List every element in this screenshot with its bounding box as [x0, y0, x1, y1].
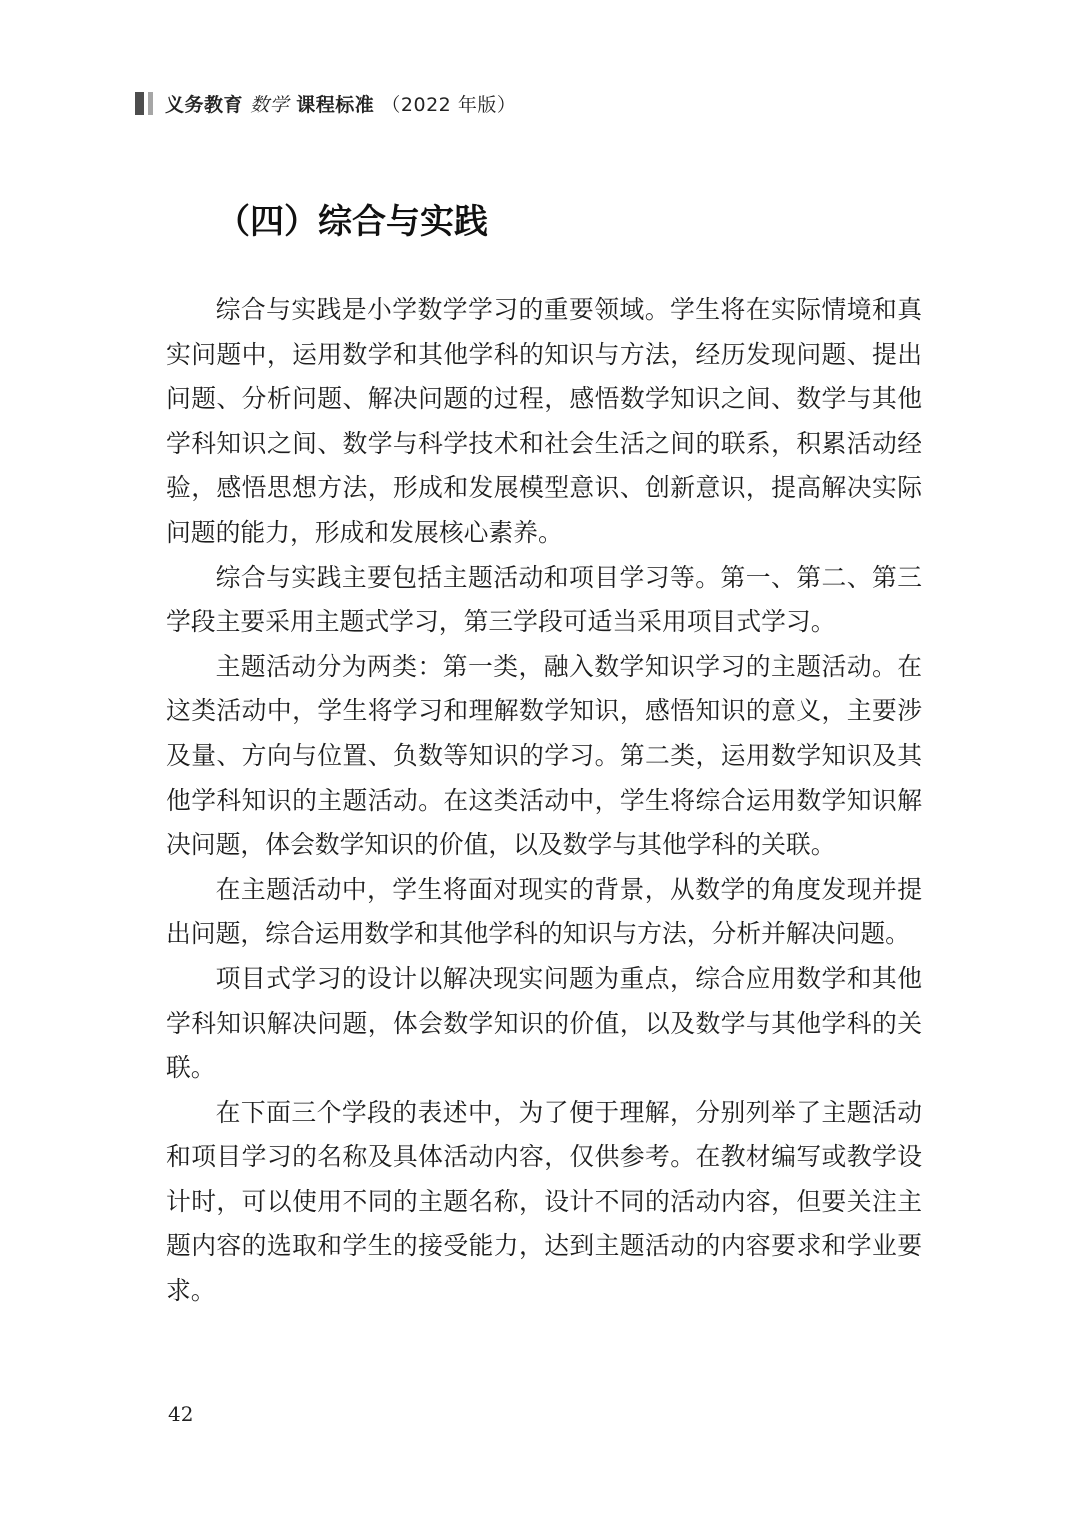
- paragraph: 主题活动分为两类：第一类，融入数学知识学习的主题活动。在这类活动中，学生将学习和理解数学知识，感悟知识的意义，主要涉及量、方向与位置、负数等知识的学习。第二类，运用数学知识及其他学科知识的主题活动。在这类活动中，学生将综合运用数学知识解决问题，体会数学知识的价值，以及数学与其他学科的关联。: [166, 651, 922, 860]
- header-title-part-4: （2022 年版）: [381, 93, 517, 116]
- header-title: [165, 90, 516, 117]
- paragraph: 综合与实践是小学数学学习的重要领域。学生将在实际情境和真实问题中，运用数学和其他学科的知识与方法，经历发现问题、提出问题、分析问题、解决问题的过程，感悟数学知识之间、数学与其他学科知识之间、数学与科学技术和社会生活之间的联系，积累活动经验，感悟思想方法，形成和发展模型意识、创新意识，提高解决实际问题的能力，形成和发展核心素养。: [166, 295, 922, 547]
- header-bar-icon: [135, 92, 153, 115]
- header-title-part-2: 数学: [250, 93, 290, 116]
- paragraph: 项目式学习的设计以解决现实问题为重点，综合应用数学和其他学科知识解决问题，体会数学知识的价值，以及数学与其他学科的关联。: [166, 963, 922, 1083]
- section-heading: （四）综合与实践: [216, 202, 488, 242]
- page-number: 42: [168, 1402, 194, 1426]
- paragraph: 在主题活动中，学生将面对现实的背景，从数学的角度发现并提出问题，综合运用数学和其他学科的知识与方法，分析并解决问题。: [166, 874, 922, 949]
- body-text: [166, 288, 922, 1314]
- paragraph: 综合与实践主要包括主题活动和项目学习等。第一、第二、第三学段主要采用主题式学习，第三学段可适当采用项目式学习。: [166, 562, 922, 637]
- header-title-part-1: 义务教育: [165, 93, 244, 116]
- running-header: [135, 88, 516, 118]
- paragraph: 在下面三个学段的表述中，为了便于理解，分别列举了主题活动和项目学习的名称及具体活动内容，仅供参考。在教材编写或教学设计时，可以使用不同的主题名称，设计不同的活动内容，但要关注主题内容的选取和学生的接受能力，达到主题活动的内容要求和学业要求。: [166, 1097, 922, 1306]
- header-title-part-3: 课程标准: [296, 93, 375, 116]
